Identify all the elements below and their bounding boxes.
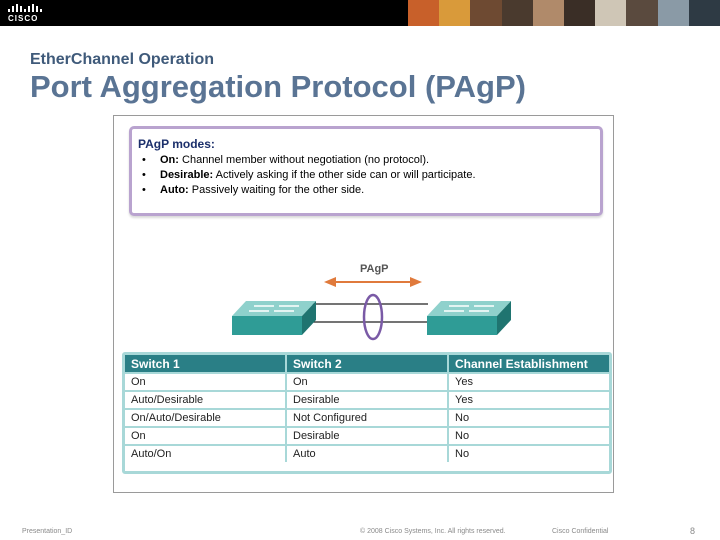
table-header-row (125, 355, 609, 373)
table-row (125, 445, 609, 462)
table-cell: Not Configured (286, 409, 448, 427)
channel-table-frame (122, 352, 612, 474)
switch-2-icon (427, 301, 511, 335)
mode-item-desirable: • Desirable: Actively asking if the other side can or will participate. (142, 169, 476, 181)
table-cell: On (286, 373, 448, 391)
table-row (125, 409, 609, 427)
table-cell: No (448, 409, 609, 427)
switch-1-icon (232, 301, 316, 335)
cisco-logo (8, 4, 44, 24)
header-photo-strip (408, 0, 720, 26)
modes-list (138, 153, 476, 198)
section-subtitle: EtherChannel Operation (30, 51, 215, 68)
page-number: 8 (690, 526, 696, 536)
table-row (125, 391, 609, 409)
protocol-label: PAgP (360, 263, 389, 275)
table-cell: On/Auto/Desirable (125, 409, 286, 427)
footer-copyright: © 2008 Cisco Systems, Inc. All rights reserved. (360, 528, 506, 535)
pagp-diagram (114, 246, 613, 356)
table-cell: No (448, 427, 609, 445)
col-header-switch-2: Switch 2 (286, 355, 448, 373)
modes-heading: PAgP modes: (138, 137, 215, 151)
table-row (125, 427, 609, 445)
col-header-switch-1: Switch 1 (125, 355, 286, 373)
slide-title: Port Aggregation Protocol (PAgP) (30, 69, 526, 104)
footer-confidential: Cisco Confidential (552, 528, 609, 535)
bidirectional-arrow-icon (324, 277, 422, 287)
figure-panel (113, 115, 614, 493)
table-row (125, 373, 609, 391)
logo-text: CISCO (8, 14, 39, 23)
table-cell: Yes (448, 391, 609, 409)
table-cell: Yes (448, 373, 609, 391)
header-bar (0, 0, 720, 26)
table-cell: Auto/On (125, 445, 286, 462)
table-cell: Desirable (286, 427, 448, 445)
table-cell: On (125, 427, 286, 445)
table-cell: Desirable (286, 391, 448, 409)
mode-item-on: • On: Channel member without negotiation (no protocol). (142, 154, 430, 166)
table-cell: Auto (286, 445, 448, 462)
channel-links (310, 295, 428, 339)
bundle-oval (364, 295, 382, 339)
table-cell: On (125, 373, 286, 391)
table-cell: Auto/Desirable (125, 391, 286, 409)
pagp-modes-box (129, 126, 603, 216)
table-cell: No (448, 445, 609, 462)
footer-presentation-id: Presentation_ID (22, 528, 73, 535)
col-header-channel-establishment: Channel Establishment (448, 355, 609, 373)
mode-item-auto: • Auto: Passively waiting for the other side. (142, 184, 365, 196)
channel-establishment-table (125, 355, 609, 462)
